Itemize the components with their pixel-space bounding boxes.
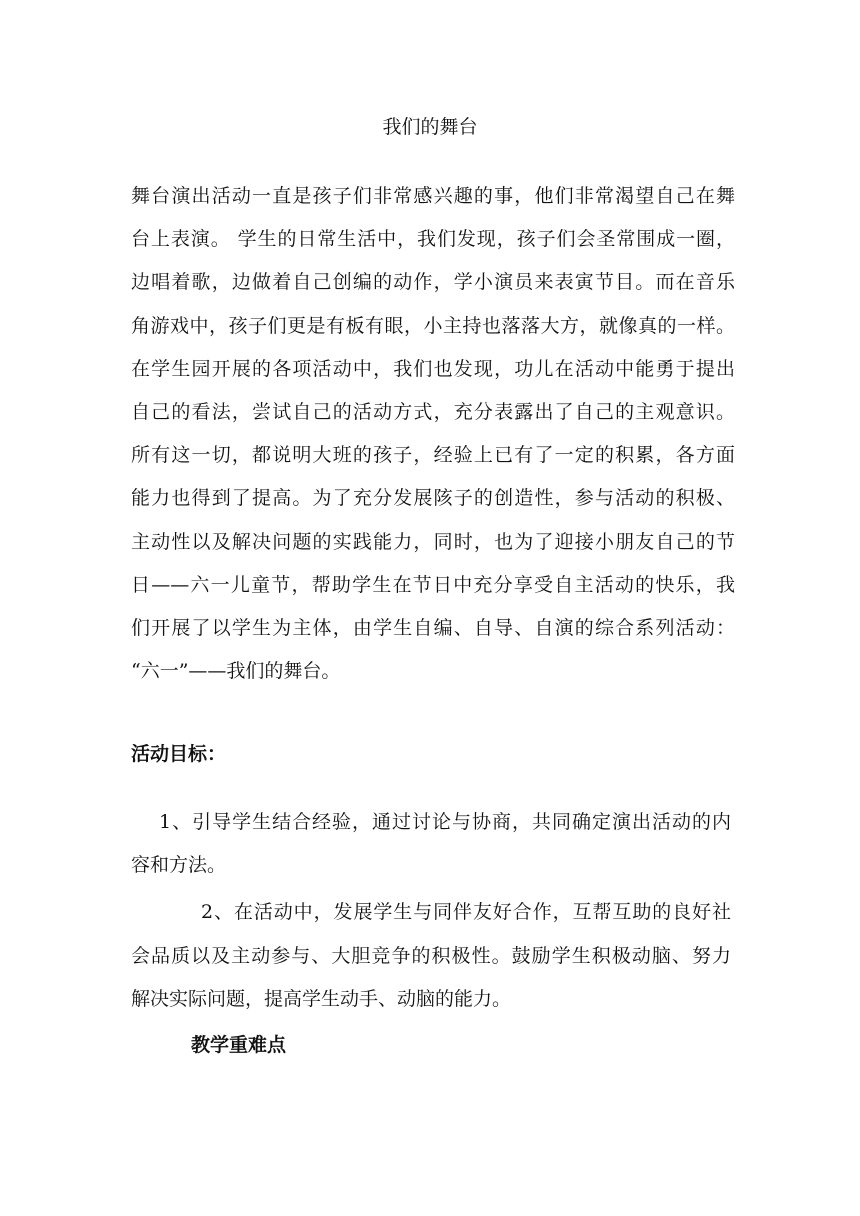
section-subheading: 教学重难点 [191,1034,287,1056]
intro-line: 能力也得到了提高。为了充分发展陔子的创造性，参与活动的积极、 [131,487,735,510]
goal-line: 容和方法。 [131,854,227,876]
goal-line: 解决实际问题，提高学生动手、动脑的能力。 [131,988,512,1010]
goal-line: 会品质以及主动参与、大胆竞争的积极性。鼓励学生积极动脑、努力 [131,944,731,967]
goals-heading: 活动目标： [131,743,227,765]
intro-line: 台上表演。 学生的日常生活中，我们发现，孩子们会圣常围成一圈， [131,228,735,251]
goal-line: 1、引导学生结合经验，通过讨论与协商，共同确定演出活动的内 [159,811,731,833]
intro-line: 主动性以及解决问题的实践能力，同时，也为了迎接小朋友自己的节 [131,530,735,553]
goal-item-1 [131,801,731,887]
intro-line: 舞台演出活动一直是孩子们非常感兴趣的事，他们非常渴望自己在舞 [131,185,735,207]
intro-line: 所有这一切，都说明大班的孩子，经验上已有了一定的积累，各方面 [131,444,735,467]
intro-line: 日——六一儿童节，帮助学生在节日中充分享受自主活动的快乐，我 [131,573,735,596]
intro-line: 们开展了以学生为主体，由学生自编、自导、自演的综合系列活动： [131,617,735,640]
intro-line: 角游戏中，孩子们更是有板有眼，小主持也落落大方，就像真的一样。 [131,314,735,337]
intro-paragraph [131,175,735,693]
intro-line: 边唱着歌，边做着自己创编的动作，学小演员来表寅节目。而在音乐 [131,271,735,294]
goal-item-2 [131,891,731,1022]
intro-line: 在学生园开展的各项活动中，我们也发现，功儿在活动中能勇于提出 [131,357,735,380]
goal-line: 2、在活动中，发展学生与同伴友好合作，互帮互助的良好社 [201,901,731,923]
intro-line: 自己的看法，尝试自己的活动方式，充分表露出了自己的主观意识。 [131,401,735,424]
intro-line: “六一”——我们的舞台。 [131,660,341,683]
document-title: 我们的舞台 [382,116,478,138]
